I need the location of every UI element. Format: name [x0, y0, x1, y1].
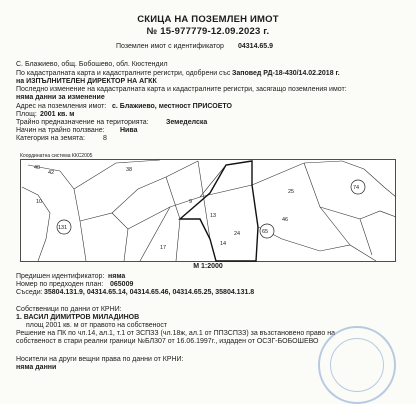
document-number: № 15-977779-12.09.2023 г.: [146, 26, 270, 37]
parcel-label-65: 65: [262, 229, 269, 235]
other-rights-heading: Носители на други вещни права по данни от КРНИ:: [16, 356, 184, 363]
plan-number-label: Номер по предходен план:: [16, 281, 104, 288]
area-value: 2001 кв. м: [40, 111, 75, 118]
previous-id-value: няма: [108, 273, 126, 280]
previous-id-label: Предишен идентификатор:: [16, 273, 105, 280]
identifier-value: 04314.65.9: [238, 43, 274, 50]
parcel-label-17: 17: [160, 245, 167, 251]
purpose-value: Земеделска: [166, 119, 208, 126]
category-label: Категория на земята:: [16, 135, 85, 142]
last-change-value: няма данни за изменение: [16, 94, 105, 101]
parcel-label-14: 14: [220, 241, 227, 247]
owner-name: 1. ВАСИЛ ДИМИТРОВ МИЛАДИНОВ: [16, 314, 140, 321]
area-label: Площ:: [16, 111, 37, 118]
identifier-label: Поземлен имот с идентификатор: [116, 43, 224, 50]
parcel-label-9: 9: [189, 199, 193, 205]
parcel-label-38: 38: [126, 167, 133, 173]
owner-share: площ 2001 кв. м от правото на собственост: [26, 322, 168, 329]
official-stamp: [318, 326, 396, 404]
plan-number-value: 065009: [110, 281, 134, 288]
parcel-label-25: 25: [288, 189, 295, 195]
parcel-label-42: 42: [48, 170, 55, 176]
location-text: С. Блажиево, общ. Бобошево, обл. Кюстендил: [16, 61, 168, 68]
neighbors-label: Съседи:: [16, 289, 43, 296]
address-value: с. Блажиево, местност ПРИСОЕТО: [112, 103, 232, 110]
map-scale: М 1:2000: [193, 263, 223, 270]
approval-label: По кадастралната карта и кадастралните регистри, одобрени със: [16, 70, 231, 77]
coordinate-system: Координатна система ККС2005: [20, 153, 93, 159]
owners-heading: Собственици по данни от КРНИ:: [16, 306, 122, 313]
parcel-label-46: 46: [282, 217, 289, 223]
cadastral-map: [20, 159, 396, 262]
approval-order: Заповед РД-18-430/14.02.2018 г.: [232, 70, 340, 77]
ownership-document-line2: собственост в стари реални граници №БЛ307 от 16.06.1997г., издаден от ОСЗГ-БОБОШЕВО: [16, 338, 319, 345]
ownership-document-line1: Решение на ПК по чл.14, ал.1, т.1 от ЗСПЗЗ (чл.18ж, ал.1 от ППЗСПЗЗ) за възстановено право на: [16, 330, 335, 337]
neighbors-value: 35804.131.9, 04314.65.14, 04314.65.46, 04314.65.25, 35804.131.8: [44, 289, 255, 296]
parcel-label-131: 131: [58, 225, 68, 231]
last-change-label: Последно изменение на кадастралната карта и кадастралните регистри, засягащо поземления имот:: [16, 86, 347, 93]
approval-authority: на ИЗПЪЛНИТЕЛЕН ДИРЕКТОР НА АГКК: [16, 78, 157, 85]
purpose-label: Трайно предназначение на територията:: [16, 119, 149, 126]
parcel-label-74: 74: [353, 185, 360, 191]
category-value: 8: [103, 135, 107, 142]
document-title: СКИЦА НА ПОЗЕМЛЕН ИМОТ: [137, 14, 279, 25]
parcel-label-10: 10: [36, 199, 43, 205]
parcel-label-13: 13: [210, 213, 217, 219]
use-value: Нива: [120, 127, 138, 134]
parcel-label-24: 24: [234, 231, 241, 237]
map-frame: [21, 160, 396, 262]
address-label: Адрес на поземления имот:: [16, 103, 107, 110]
parcel-label-40: 40: [34, 165, 41, 171]
use-label: Начин на трайно ползване:: [16, 127, 105, 134]
other-rights-value: няма данни: [16, 364, 57, 371]
